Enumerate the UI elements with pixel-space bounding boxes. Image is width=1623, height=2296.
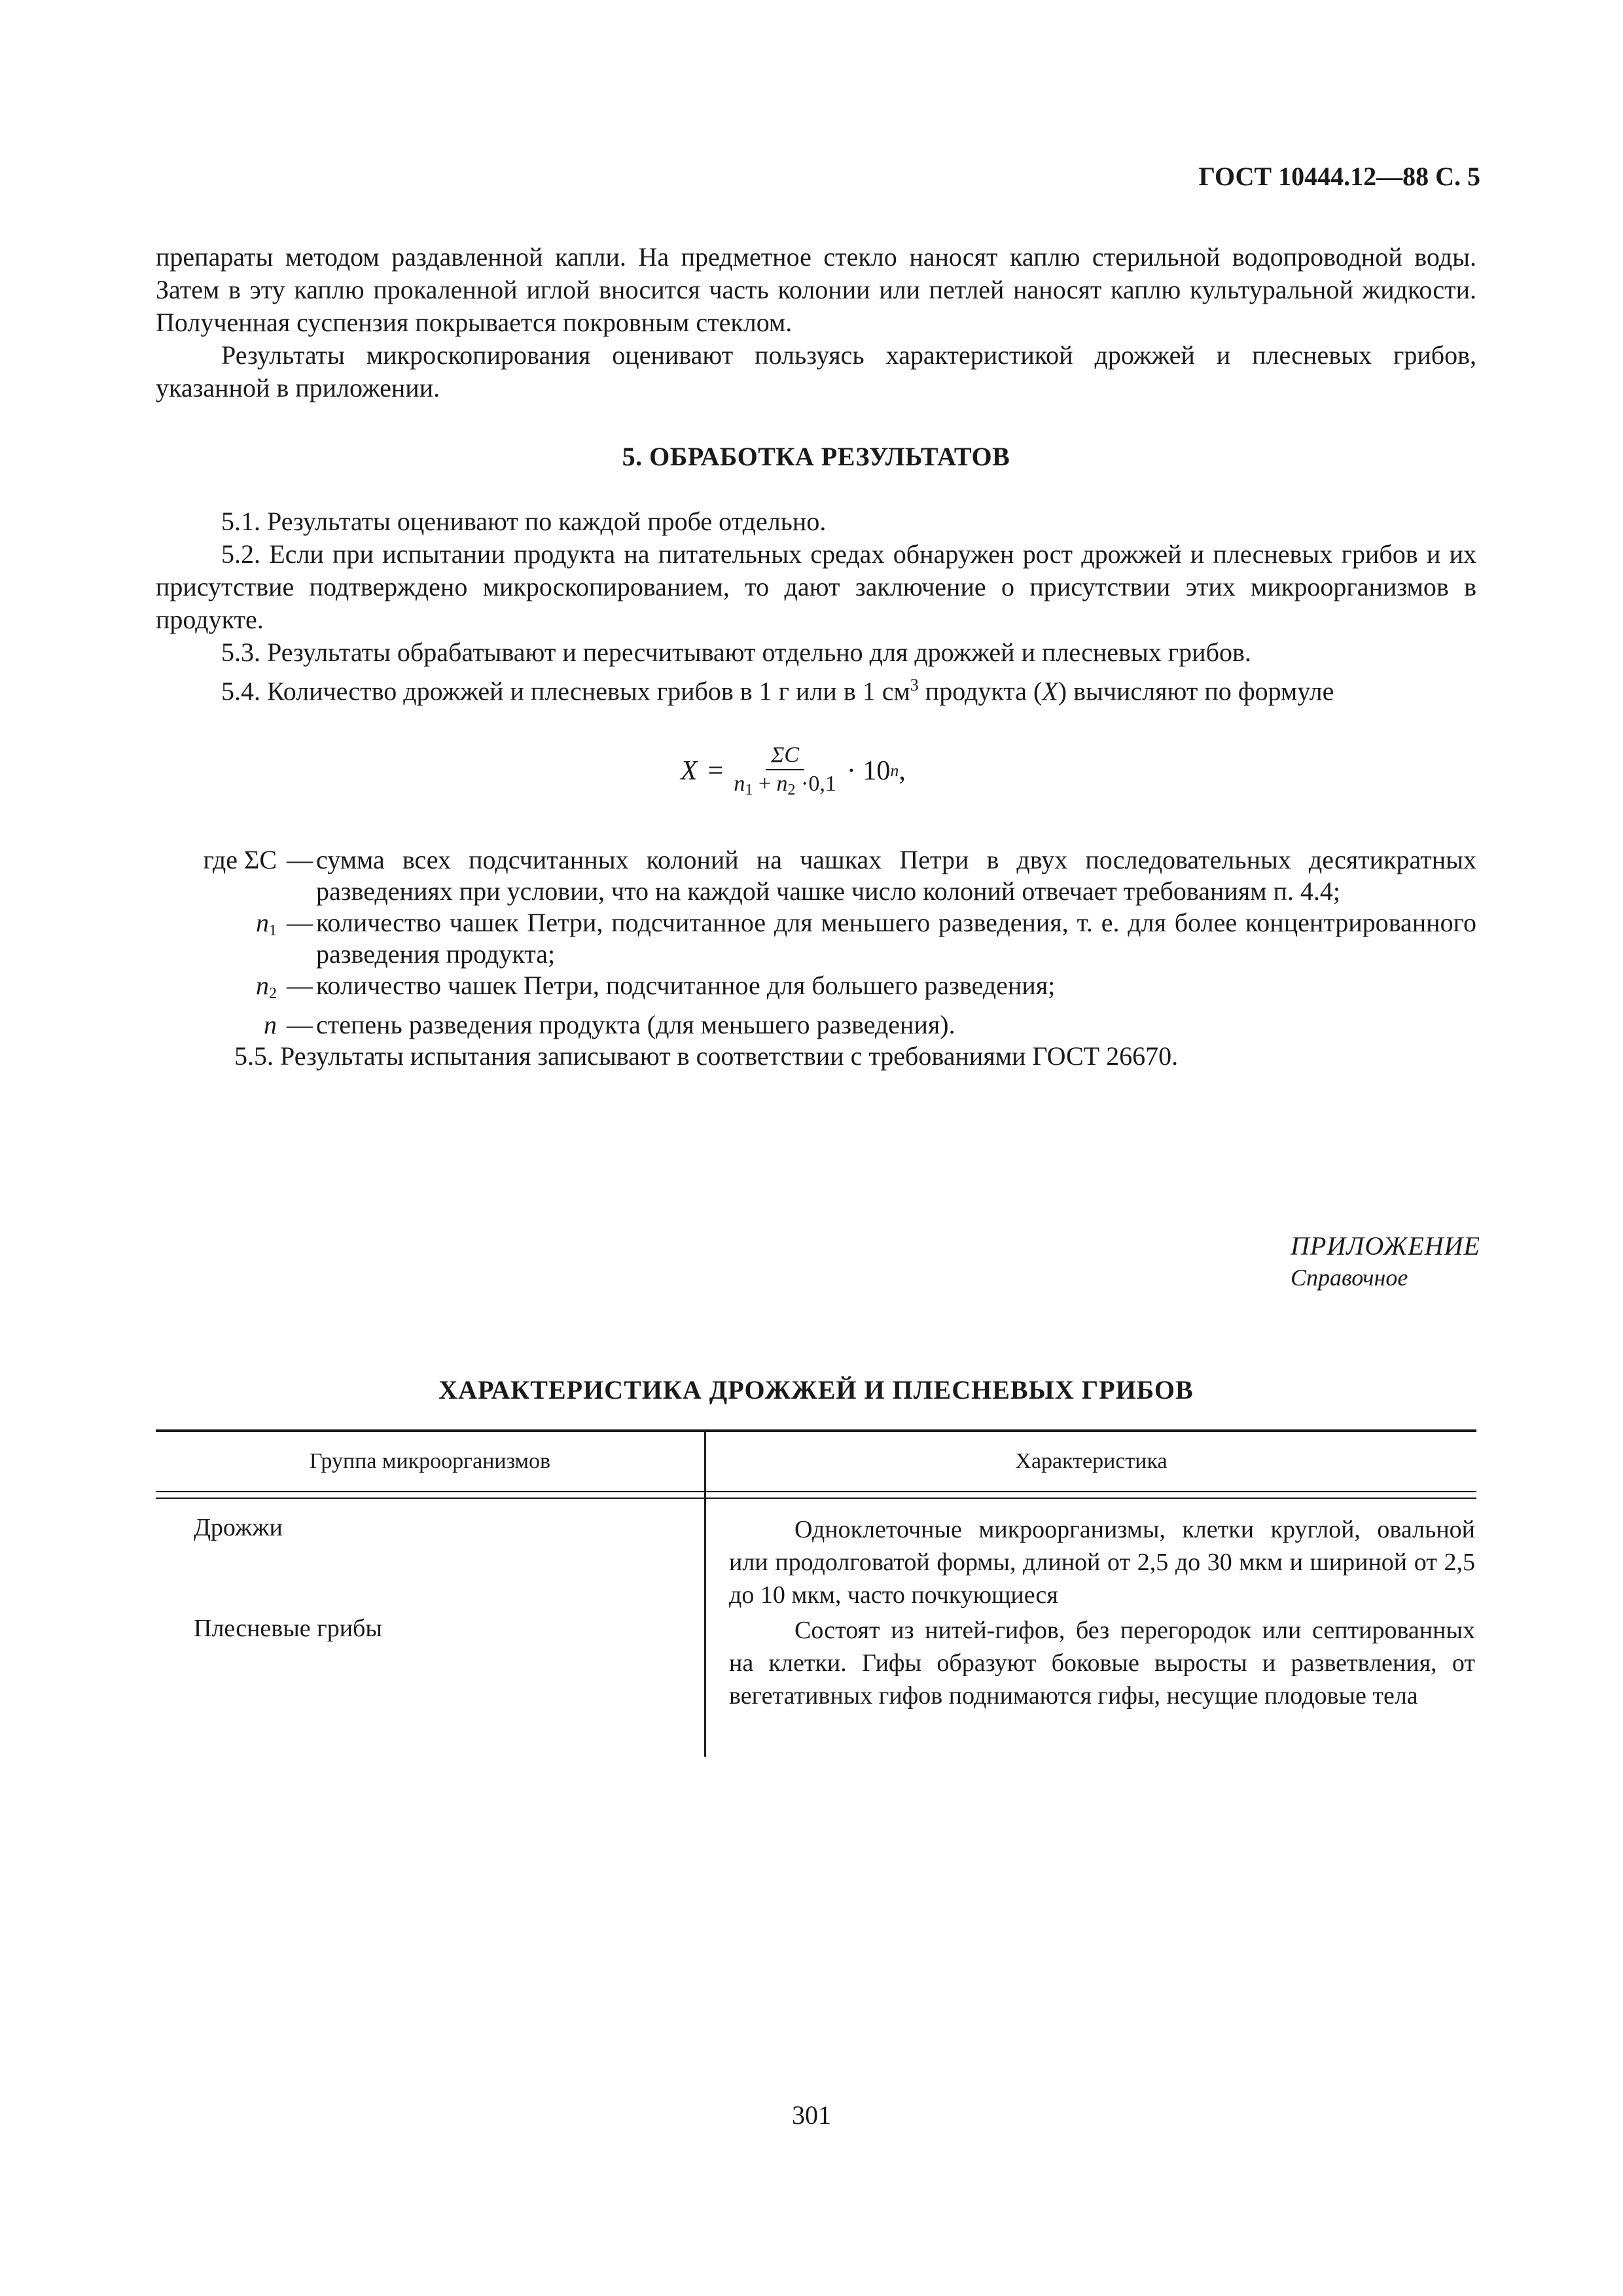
appendix-label [1291, 1230, 1480, 1291]
definitions-list [156, 844, 1476, 1072]
intro-paragraph-2: Результаты микроскопирования оценивают пользуясь характеристикой дрожжей и плесневых грибов, указанной в приложении. [156, 340, 1476, 403]
table-row-description: Состоят из нитей-гифов, без перегородок или септированных на клетки. Гифы образуют боковые выросты и разветвления, от вегетативных гифов поднимаются гифы, несущие плодовые тела [729, 1617, 1475, 1710]
den-tail: ·0,1 [795, 772, 836, 796]
formula-lhs: X [681, 756, 698, 786]
den-n1: n [734, 772, 745, 796]
intro-paragraph-1: препараты методом раздавленной капли. На предметное стекло наносят каплю стерильной водопроводной воды. Затем в эту каплю прокаленной иглой вносится часть колонии или петлей наносят каплю культуральной жидкости. Полученная суспензия покрывается покровным стеклом. [156, 242, 1476, 337]
paragraph-5-3: 5.3. Результаты обрабатывают и пересчитывают отдельно для дрожжей и плесневых грибов. [221, 637, 1251, 667]
paragraph-5-2: 5.2. Если при испытании продукта на питательных средах обнаружен рост дрожжей и плесневых грибов и их присутствие подтверждено микроскопированием, то дают заключение о присутствии этих микроорганизмов в продукте. [156, 539, 1476, 634]
paragraph-5-4 [156, 669, 1476, 708]
table-header-rule-2 [156, 1498, 1476, 1499]
formula [681, 743, 906, 799]
appendix-title: ПРИЛОЖЕНИЕ [1291, 1231, 1480, 1261]
definition-subscript: 1 [269, 922, 277, 939]
cubic-superscript: 3 [910, 675, 919, 694]
formula-fraction [734, 743, 836, 799]
table-row-group: Дрожжи [194, 1514, 283, 1541]
den-sub1: 1 [745, 781, 753, 798]
section-heading: 5. ОБРАБОТКА РЕЗУЛЬТАТОВ [622, 442, 1010, 471]
definition-text: степень разведения продукта (для меньшего разведения). [316, 1010, 955, 1039]
den-plus: + [753, 772, 777, 796]
page-number: 301 [792, 2100, 831, 2130]
table-column-divider [704, 1429, 706, 1757]
table-row-description: Одноклеточные микроорганизмы, клетки круглой, овальной или продолговатой формы, длиной от 2,5 до 30 мкм и шириной от 2,5 до 10 мкм, часто почкующиеся [729, 1516, 1475, 1609]
paragraph-5-1: 5.1. Результаты оценивают по каждой пробе отдельно. [221, 507, 827, 536]
definition-symbol-letter: n [264, 1010, 277, 1039]
definition-text: количество чашек Петри, подсчитанное для меньшего разведения, т. е. для более концентрированного разведения продукта; [316, 908, 1476, 969]
definition-subscript: 2 [269, 985, 277, 1002]
definition-dash: — [287, 1010, 313, 1039]
table-header-group: Группа микроорганизмов [309, 1449, 551, 1473]
paragraph-5-4-part-c: ) вычисляют по формуле [1058, 676, 1334, 706]
characteristics-table [156, 1429, 1476, 1757]
den-sub2: 2 [787, 781, 796, 798]
table-title: ХАРАКТЕРИСТИКА ДРОЖЖЕЙ И ПЛЕСНЕВЫХ ГРИБОВ [438, 1375, 1194, 1405]
table-row-group: Плесневые грибы [194, 1615, 382, 1642]
definition-symbol-letter: n [256, 971, 269, 1000]
definition-prefix: где ΣC [203, 845, 277, 874]
intro-text [156, 241, 1476, 404]
paragraph-5-4-part-a: 5.4. Количество дрожжей и плесневых грибов в 1 г или в 1 см [221, 676, 910, 706]
definition-symbol [156, 970, 283, 1009]
definition-dash: — [287, 845, 313, 874]
definition-dash: — [287, 971, 313, 1000]
formula-numerator: ΣC [766, 743, 804, 770]
definition-row [156, 1009, 1476, 1041]
definition-symbol [156, 1009, 283, 1041]
formula-trailing-comma: , [899, 756, 906, 786]
definition-symbol [156, 907, 283, 970]
paragraph-5-5: 5.5. Результаты испытания записывают в соответствии с требованиями ГОСТ 26670. [234, 1041, 1179, 1071]
definition-text: сумма всех подсчитанных колоний на чашках Петри в двух последовательных десятикратных разведениях при условии, что на каждой чашке число колоний отвечает требованиям п. 4.4; [316, 845, 1476, 906]
definition-row [156, 907, 1476, 970]
definition-dash: — [287, 908, 313, 937]
table-top-rule [156, 1429, 1476, 1432]
definition-symbol [156, 844, 283, 907]
definition-text: количество чашек Петри, подсчитанное для большего разведения; [316, 971, 1056, 1000]
paragraph-5-4-part-b: продукта ( [918, 676, 1043, 706]
variable-x: X [1042, 676, 1058, 706]
formula-denominator [734, 770, 836, 799]
formula-exponent: n [890, 761, 899, 780]
formula-multiplier: · 10 [846, 756, 891, 786]
appendix-subtitle: Справочное [1291, 1265, 1408, 1291]
den-n2: n [776, 772, 788, 796]
definition-symbol-letter: n [256, 908, 269, 937]
document-header-title: ГОСТ 10444.12—88 С. 5 [1198, 162, 1480, 191]
definition-row [156, 844, 1476, 907]
definition-row [156, 970, 1476, 1009]
table-header-rule-1 [156, 1491, 1476, 1492]
section-text [156, 505, 1476, 708]
table-header-characteristic: Характеристика [1015, 1449, 1168, 1473]
formula-equals: = [707, 756, 724, 786]
